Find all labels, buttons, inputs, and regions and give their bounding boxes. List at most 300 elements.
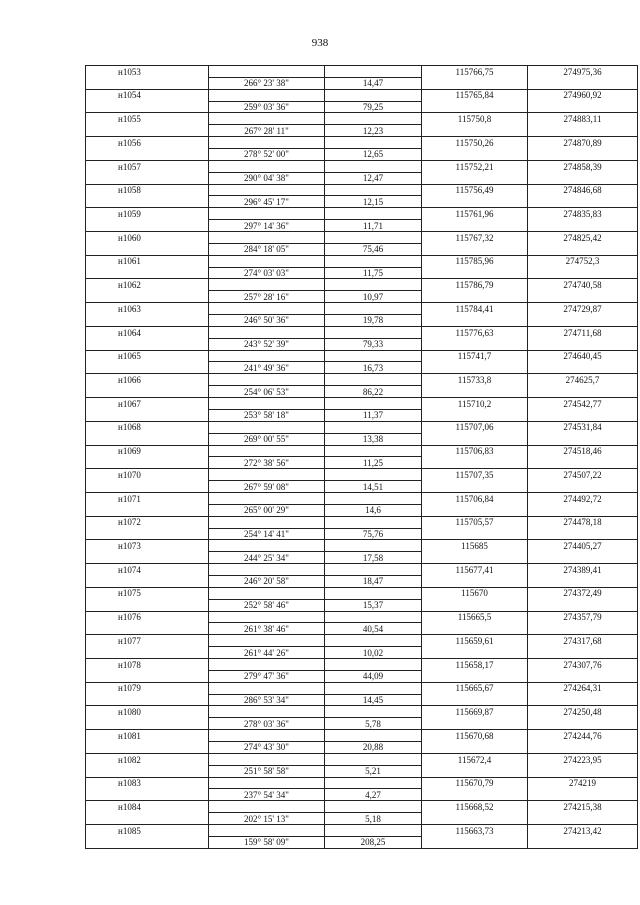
y-coordinate-cell: 274883,11	[528, 113, 638, 125]
y-coordinate-cell: 274835,83	[528, 208, 638, 220]
empty-cell	[325, 113, 422, 125]
empty-cell	[209, 682, 325, 694]
direction-angle-cell: 267° 28' 11"	[209, 125, 325, 137]
segment-row	[86, 77, 638, 89]
empty-cell	[209, 540, 325, 552]
point-row	[86, 706, 638, 718]
empty-cell	[209, 753, 325, 765]
empty-cell	[422, 291, 528, 303]
empty-cell	[528, 741, 638, 753]
direction-angle-cell: 278° 52' 00"	[209, 149, 325, 161]
direction-angle-cell: 257° 28' 16"	[209, 291, 325, 303]
distance-cell: 10,02	[325, 647, 422, 659]
empty-cell	[422, 694, 528, 706]
empty-cell	[209, 635, 325, 647]
empty-cell	[422, 813, 528, 825]
direction-angle-cell: 266° 23' 38"	[209, 77, 325, 89]
direction-angle-cell: 274° 03' 03"	[209, 267, 325, 279]
x-coordinate-cell: 115677,41	[422, 564, 528, 576]
empty-cell	[209, 777, 325, 789]
empty-cell	[86, 694, 209, 706]
empty-cell	[325, 350, 422, 362]
empty-cell	[325, 587, 422, 599]
point-id-cell: н1074	[86, 564, 209, 576]
direction-angle-cell: 286° 53' 34"	[209, 694, 325, 706]
point-id-cell: н1070	[86, 469, 209, 481]
empty-cell	[528, 599, 638, 611]
direction-angle-cell: 279° 47' 36"	[209, 670, 325, 682]
empty-cell	[528, 623, 638, 635]
distance-cell: 14,47	[325, 77, 422, 89]
distance-cell: 18,47	[325, 575, 422, 587]
empty-cell	[86, 741, 209, 753]
direction-angle-cell: 297° 14' 36"	[209, 220, 325, 232]
point-row	[86, 137, 638, 149]
direction-angle-cell: 251° 58' 58"	[209, 765, 325, 777]
empty-cell	[325, 825, 422, 837]
point-id-cell: н1054	[86, 89, 209, 101]
empty-cell	[528, 125, 638, 137]
empty-cell	[422, 267, 528, 279]
x-coordinate-cell: 115707,35	[422, 469, 528, 481]
distance-cell: 14,45	[325, 694, 422, 706]
empty-cell	[86, 77, 209, 89]
segment-row	[86, 694, 638, 706]
empty-cell	[325, 184, 422, 196]
distance-cell: 11,71	[325, 220, 422, 232]
empty-cell	[422, 386, 528, 398]
y-coordinate-cell: 274542,77	[528, 398, 638, 410]
empty-cell	[209, 208, 325, 220]
x-coordinate-cell: 115669,87	[422, 706, 528, 718]
distance-cell: 20,88	[325, 741, 422, 753]
empty-cell	[528, 291, 638, 303]
empty-cell	[528, 362, 638, 374]
distance-cell: 12,15	[325, 196, 422, 208]
empty-cell	[422, 315, 528, 327]
x-coordinate-cell: 115756,49	[422, 184, 528, 196]
distance-cell: 15,37	[325, 599, 422, 611]
empty-cell	[528, 552, 638, 564]
point-id-cell: н1084	[86, 801, 209, 813]
distance-cell: 13,38	[325, 433, 422, 445]
point-row	[86, 540, 638, 552]
point-id-cell: н1073	[86, 540, 209, 552]
point-row	[86, 303, 638, 315]
direction-angle-cell: 296° 45' 17"	[209, 196, 325, 208]
distance-cell: 11,37	[325, 409, 422, 421]
direction-angle-cell: 159° 58' 09"	[209, 836, 325, 848]
direction-angle-cell: 252° 58' 46"	[209, 599, 325, 611]
distance-cell: 5,21	[325, 765, 422, 777]
empty-cell	[325, 303, 422, 315]
empty-cell	[528, 457, 638, 469]
empty-cell	[325, 89, 422, 101]
point-id-cell: н1064	[86, 326, 209, 338]
empty-cell	[325, 611, 422, 623]
y-coordinate-cell: 274960,92	[528, 89, 638, 101]
empty-cell	[86, 362, 209, 374]
y-coordinate-cell: 274825,42	[528, 232, 638, 244]
empty-cell	[528, 267, 638, 279]
point-row	[86, 587, 638, 599]
point-row	[86, 611, 638, 623]
empty-cell	[86, 433, 209, 445]
distance-cell: 44,09	[325, 670, 422, 682]
point-id-cell: н1069	[86, 445, 209, 457]
segment-row	[86, 718, 638, 730]
y-coordinate-cell: 274640,45	[528, 350, 638, 362]
distance-cell: 12,65	[325, 149, 422, 161]
distance-cell: 75,76	[325, 528, 422, 540]
point-row	[86, 825, 638, 837]
segment-row	[86, 386, 638, 398]
distance-cell: 16,73	[325, 362, 422, 374]
empty-cell	[209, 350, 325, 362]
point-row	[86, 398, 638, 410]
empty-cell	[86, 457, 209, 469]
y-coordinate-cell: 274372,49	[528, 587, 638, 599]
empty-cell	[209, 255, 325, 267]
direction-angle-cell: 241° 49' 36"	[209, 362, 325, 374]
direction-angle-cell: 269° 00' 55"	[209, 433, 325, 445]
distance-cell: 10,97	[325, 291, 422, 303]
empty-cell	[325, 421, 422, 433]
empty-cell	[86, 386, 209, 398]
empty-cell	[209, 730, 325, 742]
empty-cell	[86, 836, 209, 848]
empty-cell	[422, 433, 528, 445]
empty-cell	[325, 469, 422, 481]
point-id-cell: н1065	[86, 350, 209, 362]
y-coordinate-cell: 274870,89	[528, 137, 638, 149]
point-row	[86, 350, 638, 362]
direction-angle-cell: 254° 14' 41"	[209, 528, 325, 540]
x-coordinate-cell: 115706,84	[422, 492, 528, 504]
direction-angle-cell: 272° 38' 56"	[209, 457, 325, 469]
x-coordinate-cell: 115750,8	[422, 113, 528, 125]
point-id-cell: н1058	[86, 184, 209, 196]
x-coordinate-cell: 115663,73	[422, 825, 528, 837]
y-coordinate-cell: 274357,79	[528, 611, 638, 623]
empty-cell	[86, 149, 209, 161]
point-row	[86, 730, 638, 742]
empty-cell	[422, 481, 528, 493]
direction-angle-cell: 261° 38' 46"	[209, 623, 325, 635]
distance-cell: 11,75	[325, 267, 422, 279]
point-row	[86, 232, 638, 244]
direction-angle-cell: 246° 50' 36"	[209, 315, 325, 327]
segment-row	[86, 125, 638, 137]
segment-row	[86, 409, 638, 421]
direction-angle-cell: 202° 15' 13"	[209, 813, 325, 825]
direction-angle-cell: 237° 54' 34"	[209, 789, 325, 801]
empty-cell	[209, 587, 325, 599]
segment-row	[86, 172, 638, 184]
empty-cell	[325, 445, 422, 457]
point-id-cell: н1056	[86, 137, 209, 149]
direction-angle-cell: 284° 18' 05"	[209, 243, 325, 255]
empty-cell	[528, 813, 638, 825]
direction-angle-cell: 259° 03' 36"	[209, 101, 325, 113]
y-coordinate-cell: 274405,27	[528, 540, 638, 552]
x-coordinate-cell: 115752,21	[422, 160, 528, 172]
x-coordinate-cell: 115707,06	[422, 421, 528, 433]
distance-cell: 11,25	[325, 457, 422, 469]
empty-cell	[209, 113, 325, 125]
y-coordinate-cell: 274223,95	[528, 753, 638, 765]
empty-cell	[528, 243, 638, 255]
empty-cell	[325, 540, 422, 552]
empty-cell	[325, 137, 422, 149]
empty-cell	[325, 801, 422, 813]
empty-cell	[422, 504, 528, 516]
segment-row	[86, 362, 638, 374]
empty-cell	[528, 670, 638, 682]
empty-cell	[209, 232, 325, 244]
empty-cell	[209, 445, 325, 457]
empty-cell	[209, 89, 325, 101]
empty-cell	[325, 255, 422, 267]
point-row	[86, 658, 638, 670]
empty-cell	[528, 528, 638, 540]
segment-row	[86, 670, 638, 682]
segment-row	[86, 528, 638, 540]
segment-row	[86, 623, 638, 635]
point-row	[86, 492, 638, 504]
empty-cell	[422, 670, 528, 682]
point-row	[86, 66, 638, 78]
direction-angle-cell: 278° 03' 36"	[209, 718, 325, 730]
empty-cell	[86, 267, 209, 279]
x-coordinate-cell: 115670,79	[422, 777, 528, 789]
empty-cell	[209, 516, 325, 528]
empty-cell	[528, 694, 638, 706]
distance-cell: 5,78	[325, 718, 422, 730]
point-row	[86, 445, 638, 457]
point-row	[86, 326, 638, 338]
point-row	[86, 89, 638, 101]
point-id-cell: н1083	[86, 777, 209, 789]
segment-row	[86, 196, 638, 208]
empty-cell	[86, 599, 209, 611]
empty-cell	[528, 386, 638, 398]
distance-cell: 12,47	[325, 172, 422, 184]
x-coordinate-cell: 115668,52	[422, 801, 528, 813]
segment-row	[86, 291, 638, 303]
point-row	[86, 777, 638, 789]
empty-cell	[209, 611, 325, 623]
x-coordinate-cell: 115706,83	[422, 445, 528, 457]
empty-cell	[325, 279, 422, 291]
empty-cell	[86, 670, 209, 682]
x-coordinate-cell: 115658,17	[422, 658, 528, 670]
empty-cell	[528, 718, 638, 730]
segment-row	[86, 599, 638, 611]
empty-cell	[422, 125, 528, 137]
x-coordinate-cell: 115685	[422, 540, 528, 552]
x-coordinate-cell: 115785,96	[422, 255, 528, 267]
point-id-cell: н1059	[86, 208, 209, 220]
point-row	[86, 635, 638, 647]
y-coordinate-cell: 274740,58	[528, 279, 638, 291]
segment-row	[86, 433, 638, 445]
point-row	[86, 469, 638, 481]
segment-row	[86, 457, 638, 469]
point-row	[86, 753, 638, 765]
x-coordinate-cell: 115741,7	[422, 350, 528, 362]
empty-cell	[86, 647, 209, 659]
empty-cell	[325, 516, 422, 528]
empty-cell	[86, 813, 209, 825]
point-row	[86, 113, 638, 125]
empty-cell	[528, 481, 638, 493]
empty-cell	[325, 706, 422, 718]
page-number: 938	[311, 37, 329, 49]
point-id-cell: н1081	[86, 730, 209, 742]
segment-row	[86, 267, 638, 279]
distance-cell: 19,78	[325, 315, 422, 327]
empty-cell	[86, 481, 209, 493]
point-id-cell: н1072	[86, 516, 209, 528]
distance-cell: 12,23	[325, 125, 422, 137]
distance-cell: 5,18	[325, 813, 422, 825]
empty-cell	[209, 279, 325, 291]
x-coordinate-cell: 115670	[422, 587, 528, 599]
empty-cell	[422, 457, 528, 469]
empty-cell	[422, 552, 528, 564]
y-coordinate-cell: 274219	[528, 777, 638, 789]
empty-cell	[325, 564, 422, 576]
segment-row	[86, 504, 638, 516]
empty-cell	[86, 243, 209, 255]
x-coordinate-cell: 115786,79	[422, 279, 528, 291]
point-id-cell: н1085	[86, 825, 209, 837]
empty-cell	[528, 101, 638, 113]
point-id-cell: н1079	[86, 682, 209, 694]
empty-cell	[422, 623, 528, 635]
point-id-cell: н1063	[86, 303, 209, 315]
empty-cell	[325, 730, 422, 742]
distance-cell: 14,51	[325, 481, 422, 493]
empty-cell	[86, 172, 209, 184]
empty-cell	[209, 398, 325, 410]
y-coordinate-cell: 274729,87	[528, 303, 638, 315]
x-coordinate-cell: 115750,26	[422, 137, 528, 149]
empty-cell	[209, 825, 325, 837]
y-coordinate-cell: 274518,46	[528, 445, 638, 457]
empty-cell	[86, 125, 209, 137]
y-coordinate-cell: 274752,3	[528, 255, 638, 267]
y-coordinate-cell: 274625,7	[528, 374, 638, 386]
empty-cell	[209, 184, 325, 196]
empty-cell	[528, 196, 638, 208]
segment-row	[86, 813, 638, 825]
x-coordinate-cell: 115705,57	[422, 516, 528, 528]
empty-cell	[325, 208, 422, 220]
distance-cell: 79,25	[325, 101, 422, 113]
point-id-cell: н1060	[86, 232, 209, 244]
empty-cell	[209, 658, 325, 670]
empty-cell	[528, 149, 638, 161]
y-coordinate-cell: 274478,18	[528, 516, 638, 528]
point-id-cell: н1066	[86, 374, 209, 386]
y-coordinate-cell: 274213,42	[528, 825, 638, 837]
y-coordinate-cell: 274215,38	[528, 801, 638, 813]
x-coordinate-cell: 115765,84	[422, 89, 528, 101]
empty-cell	[86, 504, 209, 516]
empty-cell	[528, 789, 638, 801]
point-row	[86, 374, 638, 386]
empty-cell	[86, 196, 209, 208]
y-coordinate-cell: 274492,72	[528, 492, 638, 504]
y-coordinate-cell: 274317,68	[528, 635, 638, 647]
segment-row	[86, 338, 638, 350]
x-coordinate-cell: 115670,68	[422, 730, 528, 742]
point-id-cell: н1076	[86, 611, 209, 623]
y-coordinate-cell: 274846,68	[528, 184, 638, 196]
point-id-cell: н1068	[86, 421, 209, 433]
empty-cell	[325, 658, 422, 670]
point-id-cell: н1077	[86, 635, 209, 647]
empty-cell	[86, 623, 209, 635]
empty-cell	[325, 492, 422, 504]
distance-cell: 17,58	[325, 552, 422, 564]
segment-row	[86, 575, 638, 587]
segment-row	[86, 647, 638, 659]
empty-cell	[422, 362, 528, 374]
empty-cell	[422, 77, 528, 89]
point-row	[86, 421, 638, 433]
direction-angle-cell: 254° 06' 53"	[209, 386, 325, 398]
empty-cell	[86, 718, 209, 730]
point-id-cell: н1078	[86, 658, 209, 670]
empty-cell	[528, 765, 638, 777]
empty-cell	[209, 160, 325, 172]
y-coordinate-cell: 274250,48	[528, 706, 638, 718]
y-coordinate-cell: 274975,36	[528, 66, 638, 78]
y-coordinate-cell: 274389,41	[528, 564, 638, 576]
point-id-cell: н1067	[86, 398, 209, 410]
x-coordinate-cell: 115665,67	[422, 682, 528, 694]
direction-angle-cell: 253° 58' 18"	[209, 409, 325, 421]
empty-cell	[86, 528, 209, 540]
segment-row	[86, 243, 638, 255]
empty-cell	[209, 374, 325, 386]
segment-row	[86, 315, 638, 327]
x-coordinate-cell: 115776,63	[422, 326, 528, 338]
point-row	[86, 516, 638, 528]
empty-cell	[209, 326, 325, 338]
empty-cell	[528, 433, 638, 445]
segment-row	[86, 836, 638, 848]
empty-cell	[325, 777, 422, 789]
empty-cell	[86, 552, 209, 564]
empty-cell	[422, 409, 528, 421]
empty-cell	[528, 172, 638, 184]
x-coordinate-cell: 115766,75	[422, 66, 528, 78]
point-id-cell: н1053	[86, 66, 209, 78]
empty-cell	[86, 789, 209, 801]
segment-row	[86, 552, 638, 564]
x-coordinate-cell: 115767,32	[422, 232, 528, 244]
empty-cell	[209, 137, 325, 149]
point-id-cell: н1080	[86, 706, 209, 718]
direction-angle-cell: 274° 43' 30"	[209, 741, 325, 753]
empty-cell	[325, 682, 422, 694]
point-id-cell: н1082	[86, 753, 209, 765]
segment-row	[86, 101, 638, 113]
